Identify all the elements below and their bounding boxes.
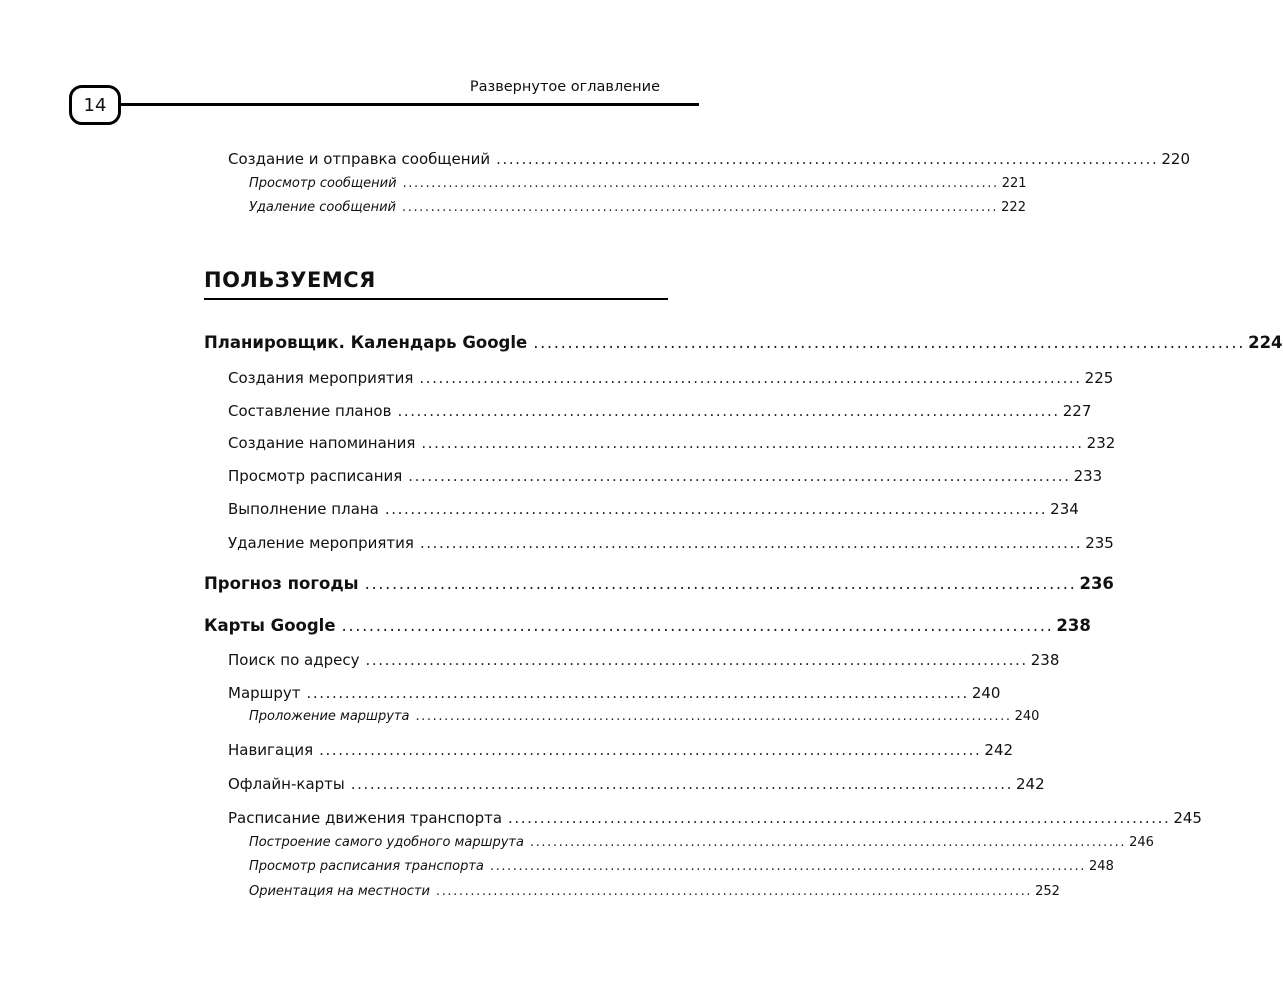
toc-entry-title: Создание и отправка сообщений: [228, 150, 491, 168]
toc-entry-title: Просмотр расписания транспорта: [249, 859, 484, 874]
dot-leader: ........................................................................................................: [419, 534, 1083, 552]
toc-entry-page: 240: [971, 684, 1001, 702]
toc-entry-create-event: [228, 369, 1114, 387]
toc-entry-page: 235: [1085, 534, 1114, 552]
dot-leader: ........................................................................................................: [401, 200, 999, 215]
toc-entry-title: Карты Google: [204, 616, 336, 635]
toc-entry-address-search: [228, 651, 1060, 669]
dot-leader: ........................................................................................................: [533, 333, 1246, 352]
page-number: 14: [83, 94, 107, 116]
toc-entry-page: 233: [1073, 467, 1103, 485]
dot-leader: ........................................................................................................: [341, 616, 1054, 635]
toc-entry-title: Выполнение плана: [228, 500, 379, 518]
toc-entry-best-route: [249, 835, 1154, 850]
toc-entry-orientation: [249, 884, 1060, 899]
dot-leader: ........................................................................................................: [529, 835, 1127, 850]
toc-entry-title: Удаление мероприятия: [228, 534, 414, 552]
toc-entry-transport-schedule: [228, 809, 1202, 827]
dot-leader: ........................................................................................................: [306, 684, 969, 702]
toc-entry-navigation: [228, 741, 1014, 759]
toc-entry-title: Создания мероприятия: [228, 369, 414, 387]
dot-leader: ........................................................................................................: [508, 809, 1171, 827]
header-rule: [119, 103, 699, 106]
dot-leader: ........................................................................................................: [350, 775, 1014, 793]
dot-leader: ........................................................................................................: [397, 402, 1060, 420]
dot-leader: ........................................................................................................: [419, 369, 1082, 387]
toc-entry-page: 242: [1016, 775, 1045, 793]
toc-entry-title: Просмотр расписания: [228, 467, 403, 485]
toc-entry-page: 236: [1079, 574, 1114, 593]
toc-entry-page: 238: [1030, 651, 1060, 669]
dot-leader: ........................................................................................................: [364, 574, 1077, 593]
toc-entry-delete-messages: [249, 200, 1026, 215]
toc-entry-page: 240: [1014, 709, 1040, 724]
dot-leader: ........................................................................................................: [415, 709, 1012, 724]
toc-entry-title: Построение самого удобного маршрута: [249, 835, 524, 850]
dot-leader: ........................................................................................................: [435, 884, 1033, 899]
toc-entry-title: Составление планов: [228, 402, 392, 420]
toc-entry-page: 238: [1056, 616, 1091, 635]
dot-leader: ........................................................................................................: [402, 176, 999, 191]
toc-entry-title: Навигация: [228, 741, 314, 759]
toc-entry-page: 220: [1161, 150, 1190, 168]
dot-leader: ........................................................................................................: [365, 651, 1028, 669]
running-head: Развернутое оглавление: [469, 79, 660, 95]
dot-leader: ........................................................................................................: [384, 500, 1048, 518]
toc-entry-complete-plan: [228, 500, 1079, 518]
toc-entry-page: 221: [1001, 176, 1027, 191]
toc-entry-page: 232: [1086, 434, 1116, 452]
toc-entry-title: Поиск по адресу: [228, 651, 360, 669]
toc-entry-page: 252: [1035, 884, 1060, 899]
dot-leader: ........................................................................................................: [489, 859, 1087, 874]
toc-entry-page: 246: [1129, 835, 1154, 850]
dot-leader: ........................................................................................................: [421, 434, 1084, 452]
toc-entry-view-schedule: [228, 467, 1103, 485]
toc-entry-page: 242: [984, 741, 1014, 759]
toc-entry-view-messages: [249, 176, 1027, 191]
toc-entry-page: 224: [1248, 333, 1283, 352]
toc-entry-weather-forecast: [204, 574, 1114, 593]
toc-entry-offline-maps: [228, 775, 1045, 793]
toc-entry-title: Просмотр сообщений: [249, 176, 397, 191]
dot-leader: ........................................................................................................: [496, 150, 1159, 168]
toc-entry-page: 234: [1050, 500, 1079, 518]
toc-entry-delete-event: [228, 534, 1114, 552]
section-rule: [204, 298, 668, 300]
toc-entry-title: Маршрут: [228, 684, 301, 702]
toc-entry-create-send-messages: [228, 150, 1190, 168]
toc-entry-page: 225: [1084, 369, 1114, 387]
section-title: ПОЛЬЗУЕМСЯ: [204, 268, 376, 292]
toc-entry-route: [228, 684, 1001, 702]
toc-entry-title: Офлайн-карты: [228, 775, 345, 793]
toc-entry-make-plans: [228, 402, 1092, 420]
toc-entry-view-transport-schedule: [249, 859, 1114, 874]
toc-entry-title: Ориентация на местности: [249, 884, 430, 899]
toc-entry-title: Планировщик. Календарь Google: [204, 333, 528, 352]
toc-entry-title: Прогноз погоды: [204, 574, 359, 593]
toc-entry-google-maps: [204, 616, 1091, 635]
toc-entry-title: Проложение маршрута: [249, 709, 410, 724]
toc-entry-page: 248: [1089, 859, 1114, 874]
toc-entry-title: Создание напоминания: [228, 434, 416, 452]
toc-entry-title: Расписание движения транспорта: [228, 809, 503, 827]
toc-entry-page: 222: [1001, 200, 1026, 215]
toc-entry-title: Удаление сообщений: [249, 200, 396, 215]
toc-entry-build-route: [249, 709, 1040, 724]
dot-leader: ........................................................................................................: [408, 467, 1071, 485]
toc-entry-page: 245: [1173, 809, 1202, 827]
toc-entry-page: 227: [1062, 402, 1092, 420]
dot-leader: ........................................................................................................: [319, 741, 982, 759]
toc-entry-create-reminder: [228, 434, 1116, 452]
page-number-badge: [69, 85, 121, 125]
toc-entry-google-calendar: [204, 333, 1283, 352]
